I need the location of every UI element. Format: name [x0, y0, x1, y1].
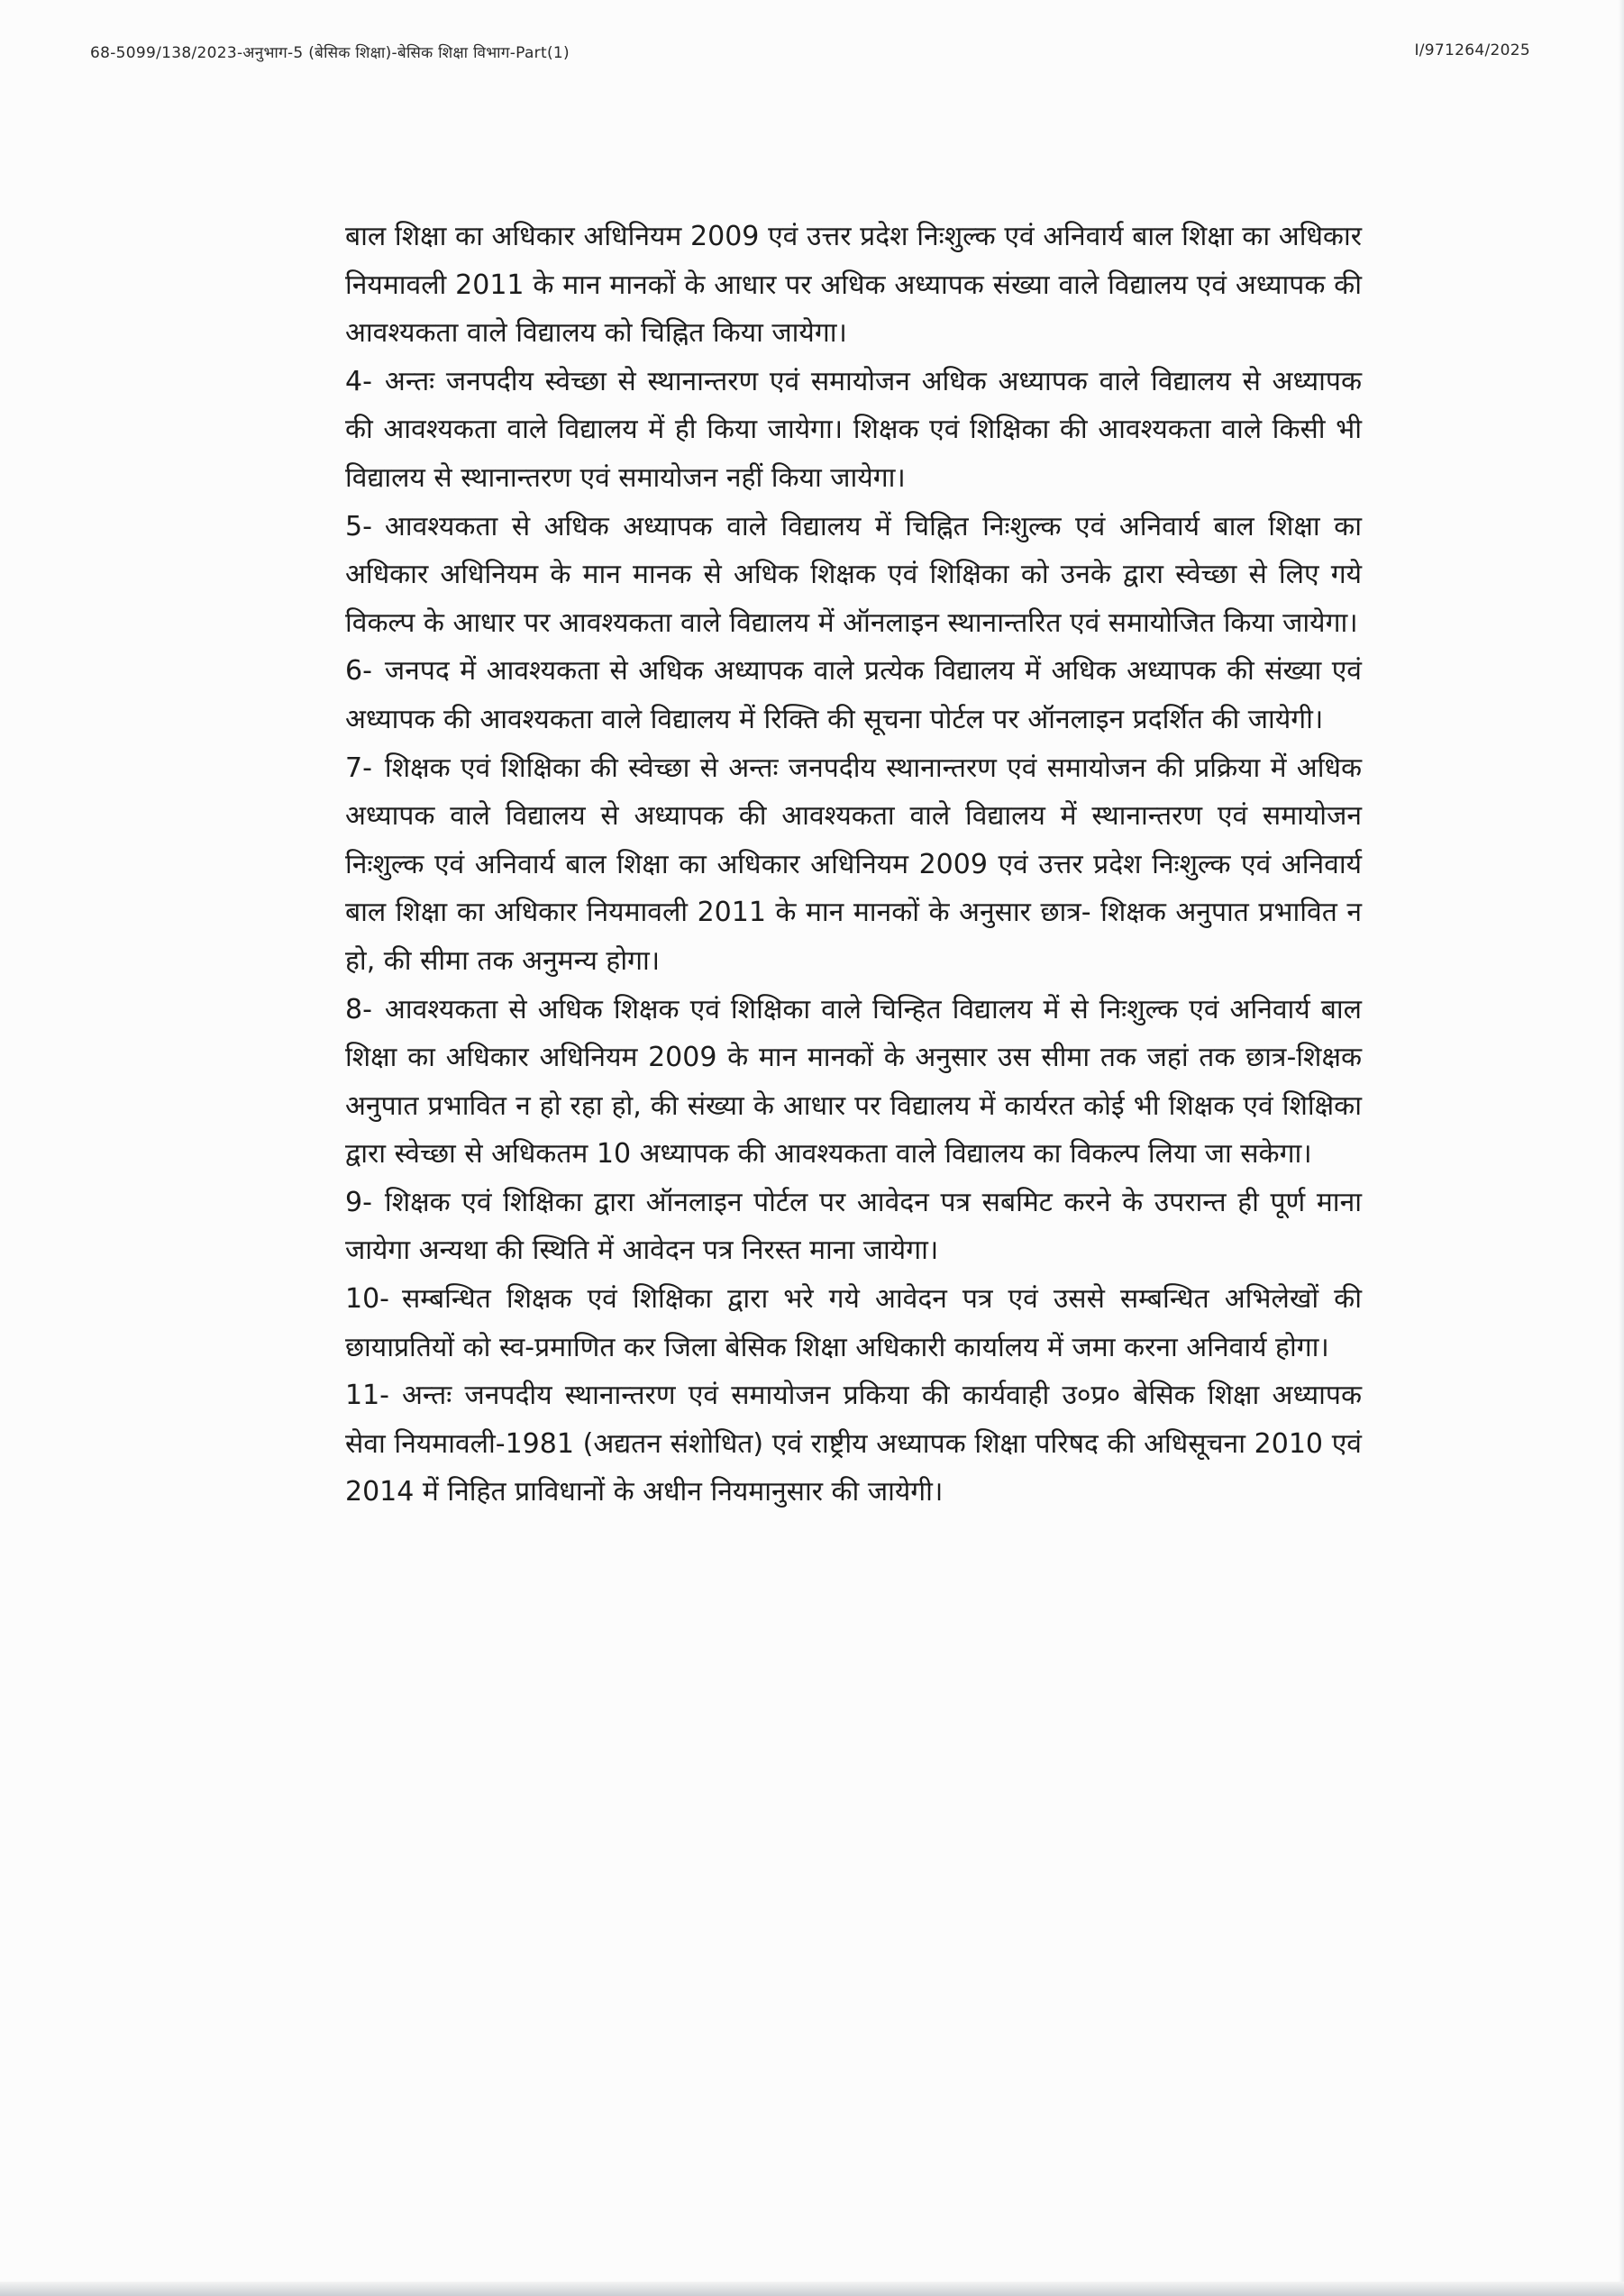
paragraph-text: शिक्षक एवं शिक्षिका द्वारा ऑनलाइन पोर्टल पर आवेदन पत्र सबमिट करने के उपरान्त ही पूर्ण माना जायेगा अन्यथा की स्थिति में आवेदन पत्र निरस्त माना जायेगा। — [345, 1186, 1362, 1267]
paragraph-text: अन्तः जनपदीय स्वेच्छा से स्थानान्तरण एवं समायोजन अधिक अध्यापक वाले विद्यालय से अध्यापक की आवश्यकता वाले विद्यालय में ही किया जायेगा। शिक्षक एवं शिक्षिका की आवश्यकता वाले किसी भी विद्यालय से स्थानान्तरण एवं समायोजन नहीं किया जायेगा। — [345, 365, 1362, 494]
paragraph-text: अन्तः जनपदीय स्थानान्तरण एवं समायोजन प्रकिया की कार्यवाही उ०प्र० बेसिक शिक्षा अध्यापक सेवा नियमावली-1981 (अद्यतन संशोधित) एवं राष्ट्रीय अध्यापक शिक्षा परिषद की अधिसूचना 2010 एवं 2014 में निहित प्राविधानों के अधीन नियमानुसार की जायेगी। — [345, 1380, 1362, 1508]
paragraph-11 — [345, 1371, 1362, 1517]
paragraph-text: जनपद में आवश्यकता से अधिक अध्यापक वाले प्रत्येक विद्यालय में अधिक अध्यापक की संख्या एवं अध्यापक की आवश्यकता वाले विद्यालय में रिक्ति की सूचना पोर्टल पर ऑनलाइन प्रदर्शित की जायेगी। — [345, 655, 1362, 735]
scan-bottom-edge — [0, 2282, 1624, 2296]
scan-edge-shadow — [1619, 0, 1624, 2296]
paragraph-text: सम्बन्धित शिक्षक एवं शिक्षिका द्वारा भरे गये आवेदन पत्र एवं उससे सम्बन्धित अभिलेखों की छायाप्रतियों को स्व-प्रमाणित कर जिला बेसिक शिक्षा अधिकारी कार्यालय में जमा करना अनिवार्य होगा। — [345, 1283, 1362, 1363]
paragraph-7 — [345, 744, 1362, 986]
paragraph-number: 4- — [345, 365, 372, 397]
paragraph-6 — [345, 647, 1362, 743]
paragraph-continuation — [345, 213, 1362, 358]
paragraph-9 — [345, 1179, 1362, 1275]
paragraph-number: 5- — [345, 510, 372, 542]
file-reference-header: 68-5099/138/2023-अनुभाग-5 (बेसिक शिक्षा)-बेसिक शिक्षा विभाग-Part(1) — [90, 44, 570, 62]
paragraph-number: 6- — [345, 655, 372, 688]
document-id-header: I/971264/2025 — [1414, 41, 1530, 59]
paragraph-5 — [345, 503, 1362, 648]
paragraph-4 — [345, 358, 1362, 503]
paragraph-10 — [345, 1275, 1362, 1371]
paragraph-text: आवश्यकता से अधिक अध्यापक वाले विद्यालय में चिह्नित निःशुल्क एवं अनिवार्य बाल शिक्षा का अधिकार अधिनियम के मान मानक से अधिक शिक्षक एवं शिक्षिका को उनके द्वारा स्वेच्छा से लिए गये विकल्प के आधार पर आवश्यकता वाले विद्यालय में ऑनलाइन स्थानान्तरित एवं समायोजित किया जायेगा। — [345, 510, 1362, 639]
paragraph-number: 8- — [345, 993, 372, 1025]
paragraph-8 — [345, 986, 1362, 1179]
paragraph-text: शिक्षक एवं शिक्षिका की स्वेच्छा से अन्तः जनपदीय स्थानान्तरण एवं समायोजन की प्रक्रिया में अधिक अध्यापक वाले विद्यालय से अध्यापक की आवश्यकता वाले विद्यालय में स्थानान्तरण एवं समायोजन निःशुल्क एवं अनिवार्य बाल शिक्षा का अधिकार अधिनियम 2009 एवं उत्तर प्रदेश निःशुल्क एवं अनिवार्य बाल शिक्षा का अधिकार नियमावली 2011 के मान मानकों के अनुसार छात्र- शिक्षक अनुपात प्रभावित न हो, की सीमा तक अनुमन्य होगा। — [345, 752, 1362, 977]
document-body — [345, 213, 1362, 1517]
paragraph-number: 9- — [345, 1186, 372, 1218]
paragraph-text: बाल शिक्षा का अधिकार अधिनियम 2009 एवं उत्तर प्रदेश निःशुल्क एवं अनिवार्य बाल शिक्षा का अधिकार नियमावली 2011 के मान मानकों के आधार पर अधिक अध्यापक संख्या वाले विद्यालय एवं अध्यापक की आवश्यकता वाले विद्यालय को चिह्नित किया जायेगा। — [345, 221, 1362, 350]
paragraph-text: आवश्यकता से अधिक शिक्षक एवं शिक्षिका वाले चिन्हित विद्यालय में से निःशुल्क एवं अनिवार्य बाल शिक्षा का अधिकार अधिनियम 2009 के मान मानकों के अनुसार उस सीमा तक जहां तक छात्र-शिक्षक अनुपात प्रभावित न हो रहा हो, की संख्या के आधार पर विद्यालय में कार्यरत कोई भी शिक्षक एवं शिक्षिका द्वारा स्वेच्छा से अधिकतम 10 अध्यापक की आवश्यकता वाले विद्यालय का विकल्प लिया जा सकेगा। — [345, 993, 1362, 1171]
paragraph-number: 7- — [345, 752, 372, 784]
paragraph-number: 11- — [345, 1380, 389, 1412]
paragraph-number: 10- — [345, 1283, 389, 1316]
